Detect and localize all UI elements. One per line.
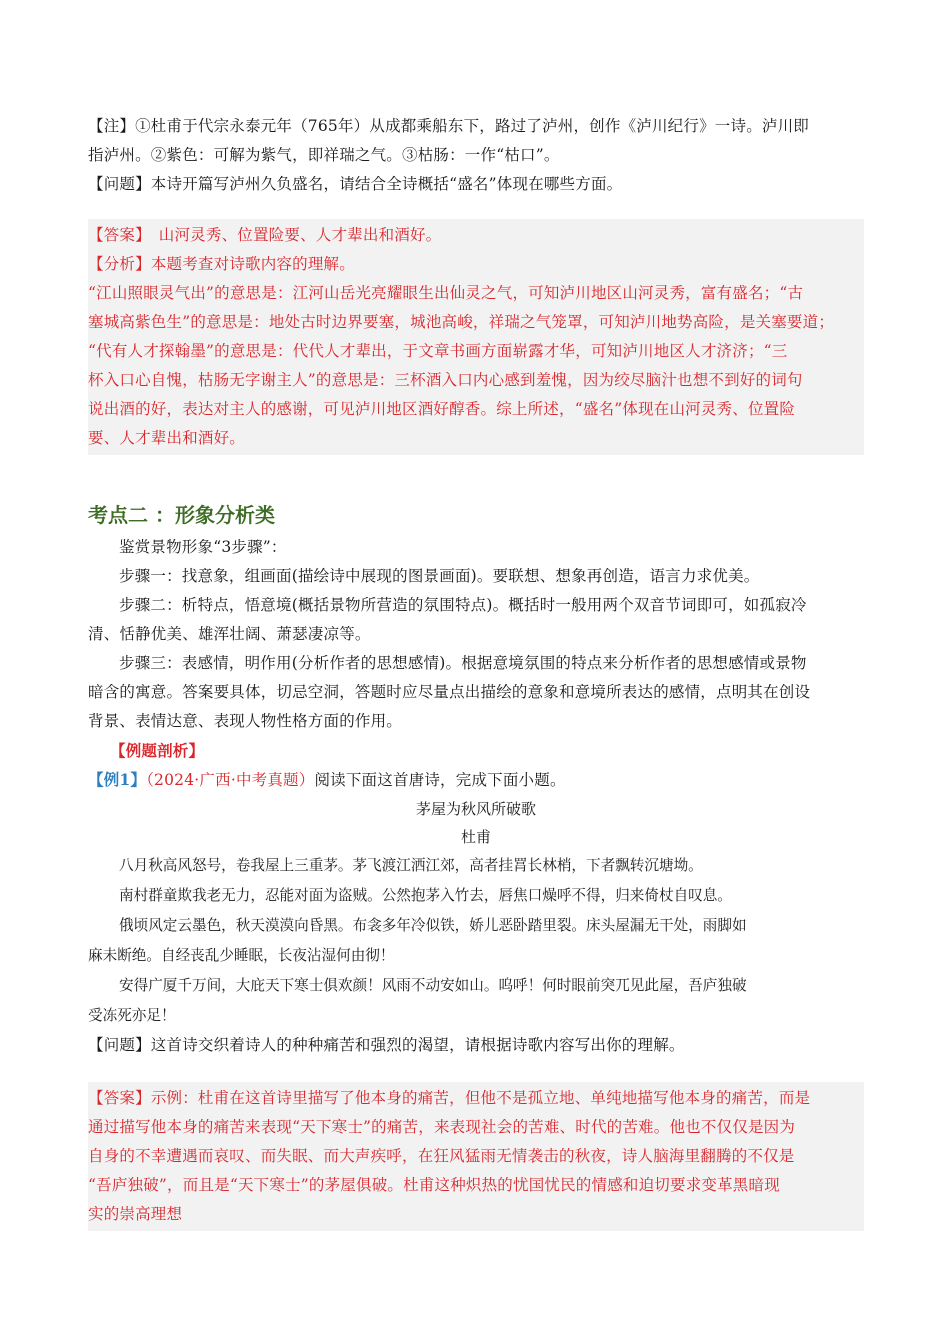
step-text: 步骤一：找意象，组画面(描绘诗中展现的图景画面)。要联想、想象再创造，语言力求优美。 bbox=[119, 567, 760, 585]
note-line: 【注】①杜甫于代宗永泰元年（765年）从成都乘船东下，路过了泸州，创作《泸川纪行》一诗。泸川即 bbox=[88, 117, 809, 135]
document-page bbox=[88, 112, 864, 1231]
section-heading: 考点二 ：形象分析类 bbox=[88, 503, 275, 527]
example-source: （2024·广西·中考真题） bbox=[146, 771, 315, 789]
answer-line: 通过描写他本身的痛苦来表现“天下寒士”的痛苦，来表现社会的苦难、时代的苦难。他也不仅仅是因为 bbox=[88, 1118, 796, 1136]
step-text: 步骤三：表感情，明作用(分析作者的思想感情)。根据意境氛围的特点来分析作者的思想感情或景物 bbox=[119, 654, 807, 672]
question-text: 【问题】本诗开篇写泸州久负盛名，请结合全诗概括“盛名”体现在哪些方面。 bbox=[88, 175, 623, 193]
example-label: 【例1】 bbox=[88, 770, 147, 789]
step-text: 背景、表情达意、表现人物性格方面的作用。 bbox=[88, 712, 403, 730]
poem-line: 俄顷风定云墨色，秋天漠漠向昏黑。布衾多年冷似铁，娇儿恶卧踏里裂。床头屋漏无干处，雨脚如 bbox=[119, 917, 747, 934]
note-line: 指泸州。②紫色：可解为紫气，即祥瑞之气。③枯肠：一作“枯口”。 bbox=[88, 146, 560, 164]
answer-line: “吾庐独破”，而且是“天下寒士”的茅屋俱破。杜甫这种炽热的忧国忧民的情感和迫切要求变革黑暗现 bbox=[88, 1176, 780, 1194]
step-text: 清、恬静优美、雄浑壮阔、萧瑟凄凉等。 bbox=[88, 625, 371, 643]
analysis-line: “代有人才探翰墨”的意思是：代代人才辈出，于文章书画方面崭露才华，可知泸川地区人才济济；“三 bbox=[88, 342, 788, 360]
poem-title: 茅屋为秋风所破歌 bbox=[415, 800, 536, 818]
poem-line: 麻未断绝。自经丧乱少睡眠，长夜沾湿何由彻！ bbox=[88, 947, 395, 964]
answer-text: 示例：杜甫在这首诗里描写了他本身的痛苦，但他不是孤立地、单纯地描写他本身的痛苦，而是 bbox=[150, 1089, 811, 1107]
answer-line bbox=[88, 221, 864, 250]
answer-label: 【答案】 bbox=[88, 1089, 151, 1107]
poem-line: 南村群童欺我老无力，忍能对面为盗贼。公然抱茅入竹去，唇焦口燥呼不得，归来倚杖自叹息。 bbox=[119, 887, 732, 904]
answer-text: 山河灵秀、位置险要、人才辈出和酒好。 bbox=[143, 226, 442, 244]
poem-line: 安得广厦千万间，大庇天下寒士俱欢颜！风雨不动安如山。呜呼！何时眼前突兀见此屋，吾庐独破 bbox=[119, 977, 747, 994]
intro-text: 鉴赏景物形象“3步骤”： bbox=[119, 538, 287, 556]
analysis-label: 【分析】 bbox=[88, 255, 151, 273]
example-heading: 【例题剖析】 bbox=[110, 741, 205, 760]
analysis-line: 要、人才辈出和酒好。 bbox=[88, 429, 246, 447]
poem-line: 受冻死亦足！ bbox=[88, 1007, 176, 1024]
step-text: 步骤二：析特点，悟意境(概括景物所营造的氛围特点)。概括时一般用两个双音节词即可，如孤寂冷 bbox=[119, 596, 807, 614]
poem-line: 八月秋高风怒号，卷我屋上三重茅。茅飞渡江洒江郊，高者挂罥长林梢，下者飘转沉塘坳。 bbox=[119, 857, 703, 874]
analysis-line: 塞城高紫色生”的意思是：地处古时边界要塞，城池高峻，祥瑞之气笼罩，可知泸川地势高险，是关塞要道； bbox=[88, 313, 835, 331]
answer-label: 【答案】 bbox=[88, 226, 144, 244]
answer-line bbox=[88, 1084, 864, 1113]
answer-line: 实的崇高理想 bbox=[88, 1205, 183, 1223]
analysis-line: 说出酒的好，表达对主人的感谢，可见泸川地区酒好醇香。综上所述，“盛名”体现在山河灵秀、位置险 bbox=[88, 400, 796, 418]
analysis-text: 本题考查对诗歌内容的理解。 bbox=[150, 255, 355, 273]
analysis-line: 杯入口心自愧，枯肠无字谢主人”的意思是：三杯酒入口内心感到羞愧，因为绞尽脑汁也想不到好的词句 bbox=[88, 371, 803, 389]
example-header bbox=[88, 765, 864, 795]
answer-box bbox=[88, 1082, 864, 1231]
answer-line: 自身的不幸遭遇而哀叹、而失眠、而大声疾呼，在狂风猛雨无情袭击的秋夜，诗人脑海里翻腾的不仅是 bbox=[88, 1147, 795, 1165]
example-instruction: 阅读下面这首唐诗，完成下面小题。 bbox=[314, 771, 566, 789]
analysis-line bbox=[88, 250, 864, 279]
question-text: 【问题】这首诗交织着诗人的种种痛苦和强烈的渴望，请根据诗歌内容写出你的理解。 bbox=[88, 1036, 685, 1054]
analysis-line: “江山照眼灵气出”的意思是：江河山岳光亮耀眼生出仙灵之气，可知泸川地区山河灵秀，富有盛名；“古 bbox=[88, 284, 804, 302]
step-text: 暗含的寓意。答案要具体，切忌空洞，答题时应尽量点出描绘的意象和意境所表达的感情，点明其在创设 bbox=[88, 683, 811, 701]
poem-author: 杜甫 bbox=[460, 828, 491, 846]
answer-box bbox=[88, 219, 864, 455]
